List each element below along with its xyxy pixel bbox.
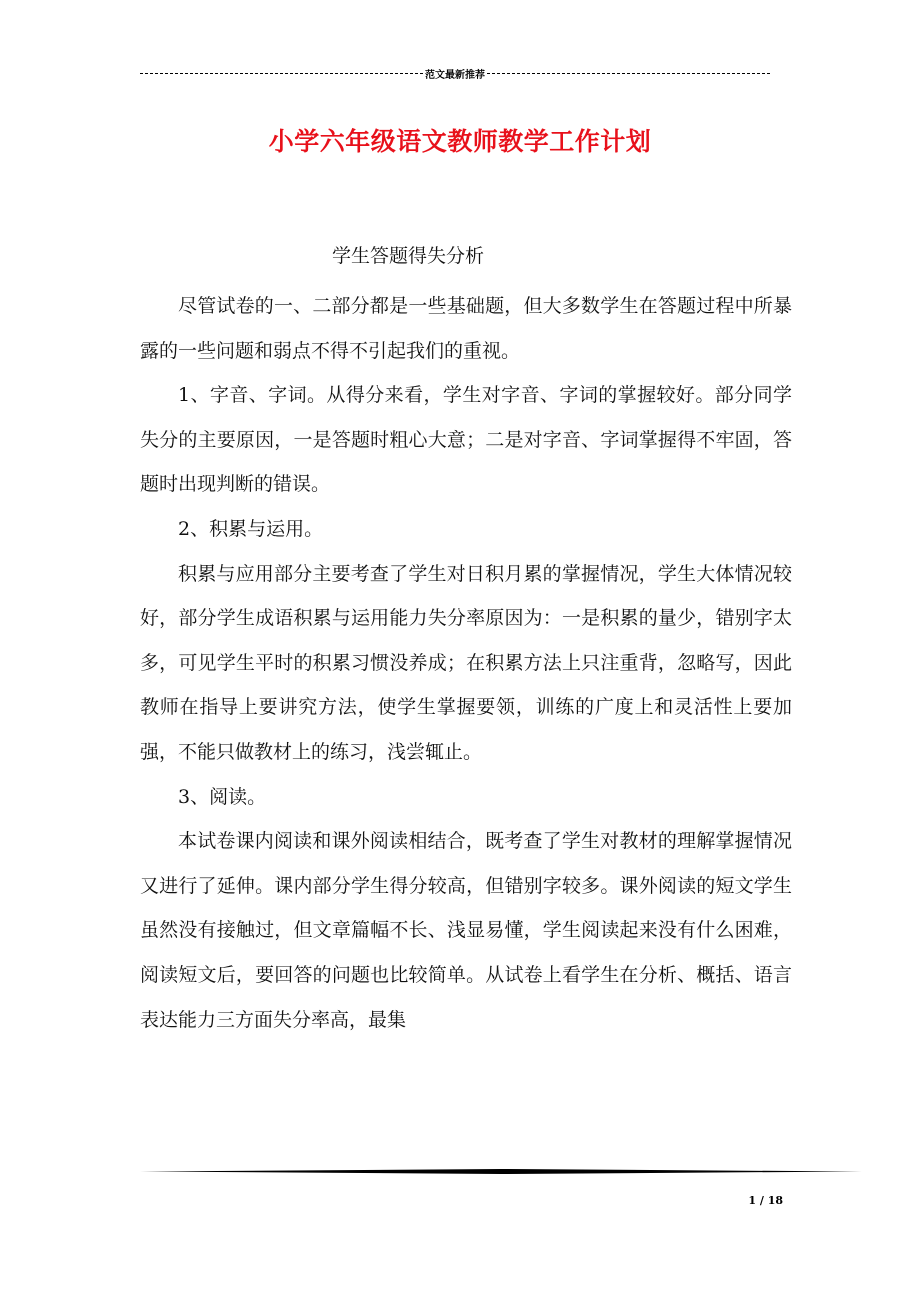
- paragraph: 2、积累与运用。: [178, 517, 324, 540]
- paragraph: 3、阅读。: [178, 785, 267, 808]
- page-number: 1 / 18: [748, 1194, 783, 1207]
- document-title: 小学六年级语文教师教学工作计划: [268, 127, 652, 156]
- header-dash-left: [140, 73, 423, 74]
- document-body: [140, 284, 792, 1042]
- paragraph: 本试卷课内阅读和课外阅读相结合，既考查了学生对教材的理解掌握情况又进行了延伸。课内部分学生得分较高，但错别字较多。课外阅读的短文学生虽然没有接触过，但文章篇幅不长、浅显易懂，学生阅读起来没有什么困难，阅读短文后，要回答的问题也比较简单。从试卷上看学生在分析、概括、语言表达能力三方面失分率高，最集: [140, 830, 792, 1031]
- paragraph: 积累与应用部分主要考查了学生对日积月累的掌握情况，学生大体情况较好，部分学生成语积累与运用能力失分率原因为：一是积累的量少，错别字太多，可见学生平时的积累习惯没养成；在积累方法上只注重背，忽略写，因此教师在指导上要讲究方法，使学生掌握要领，训练的广度上和灵活性上要加强，不能只做教材上的练习，浅尝辄止。: [140, 562, 792, 763]
- header-dash-right: [487, 73, 770, 74]
- paragraph: 尽管试卷的一、二部分都是一些基础题，但大多数学生在答题过程中所暴露的一些问题和弱点不得不引起我们的重视。: [140, 295, 792, 362]
- footer-rule: [140, 1169, 862, 1174]
- header-label: 范文最新推荐: [425, 70, 485, 81]
- paragraph: 1、字音、字词。从得分来看，学生对字音、字词的掌握较好。部分同学失分的主要原因，一是答题时粗心大意；二是对字音、字词掌握得不牢固，答题时出现判断的错误。: [140, 384, 792, 496]
- page-header: [140, 66, 770, 81]
- section-heading: 学生答题得失分析: [332, 245, 485, 267]
